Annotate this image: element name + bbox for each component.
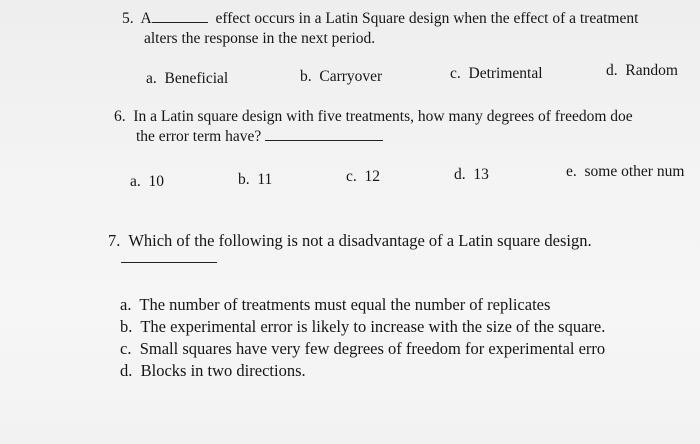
q6-stem-line2: the error term have? [136,128,383,146]
q5-option-a[interactable]: a. Beneficial [146,70,229,87]
q7-stem-line1: 7. Which of the following is not a disadvantage of a Latin square design. [108,231,592,250]
q5-option-c[interactable]: c. Detrimental [450,65,543,82]
q5-stem-before-blank: A [140,10,152,27]
q7-option-d[interactable]: d. Blocks in two directions. [120,361,306,380]
q7-answer-blank[interactable] [121,262,217,263]
q7-option-c[interactable]: c. Small squares have very few degrees of freedom for experimental erro [120,339,606,358]
q6-option-c[interactable]: c. 12 [346,168,381,185]
q7-option-b[interactable]: b. The experimental error is likely to increase with the size of the square. [120,317,606,336]
q5-stem-after-blank: effect occurs in a Latin Square design when the effect of a treatment [215,10,639,27]
q6-option-d[interactable]: d. 13 [454,166,489,183]
q5-option-b[interactable]: b. Carryover [300,68,383,85]
q5-option-d[interactable]: d. Random [606,62,678,79]
q6-answer-blank[interactable] [265,140,383,141]
q5-stem-line2: alters the response in the next period. [144,30,376,47]
q6-option-e[interactable]: e. some other num [566,163,685,180]
q5-answer-blank[interactable] [152,22,208,23]
q5-stem-line1 [122,10,638,28]
q7-number: 7. [108,231,121,250]
q6-number: 6. [114,108,126,125]
q5-number: 5. [122,10,134,27]
q7-option-a[interactable]: a. The number of treatments must equal the number of replicates [120,295,551,314]
q6-stem-line1: 6. In a Latin square design with five treatments, how many degrees of freedom doe [114,108,633,125]
q6-option-a[interactable]: a. 10 [130,173,165,190]
q6-option-b[interactable]: b. 11 [238,171,273,188]
